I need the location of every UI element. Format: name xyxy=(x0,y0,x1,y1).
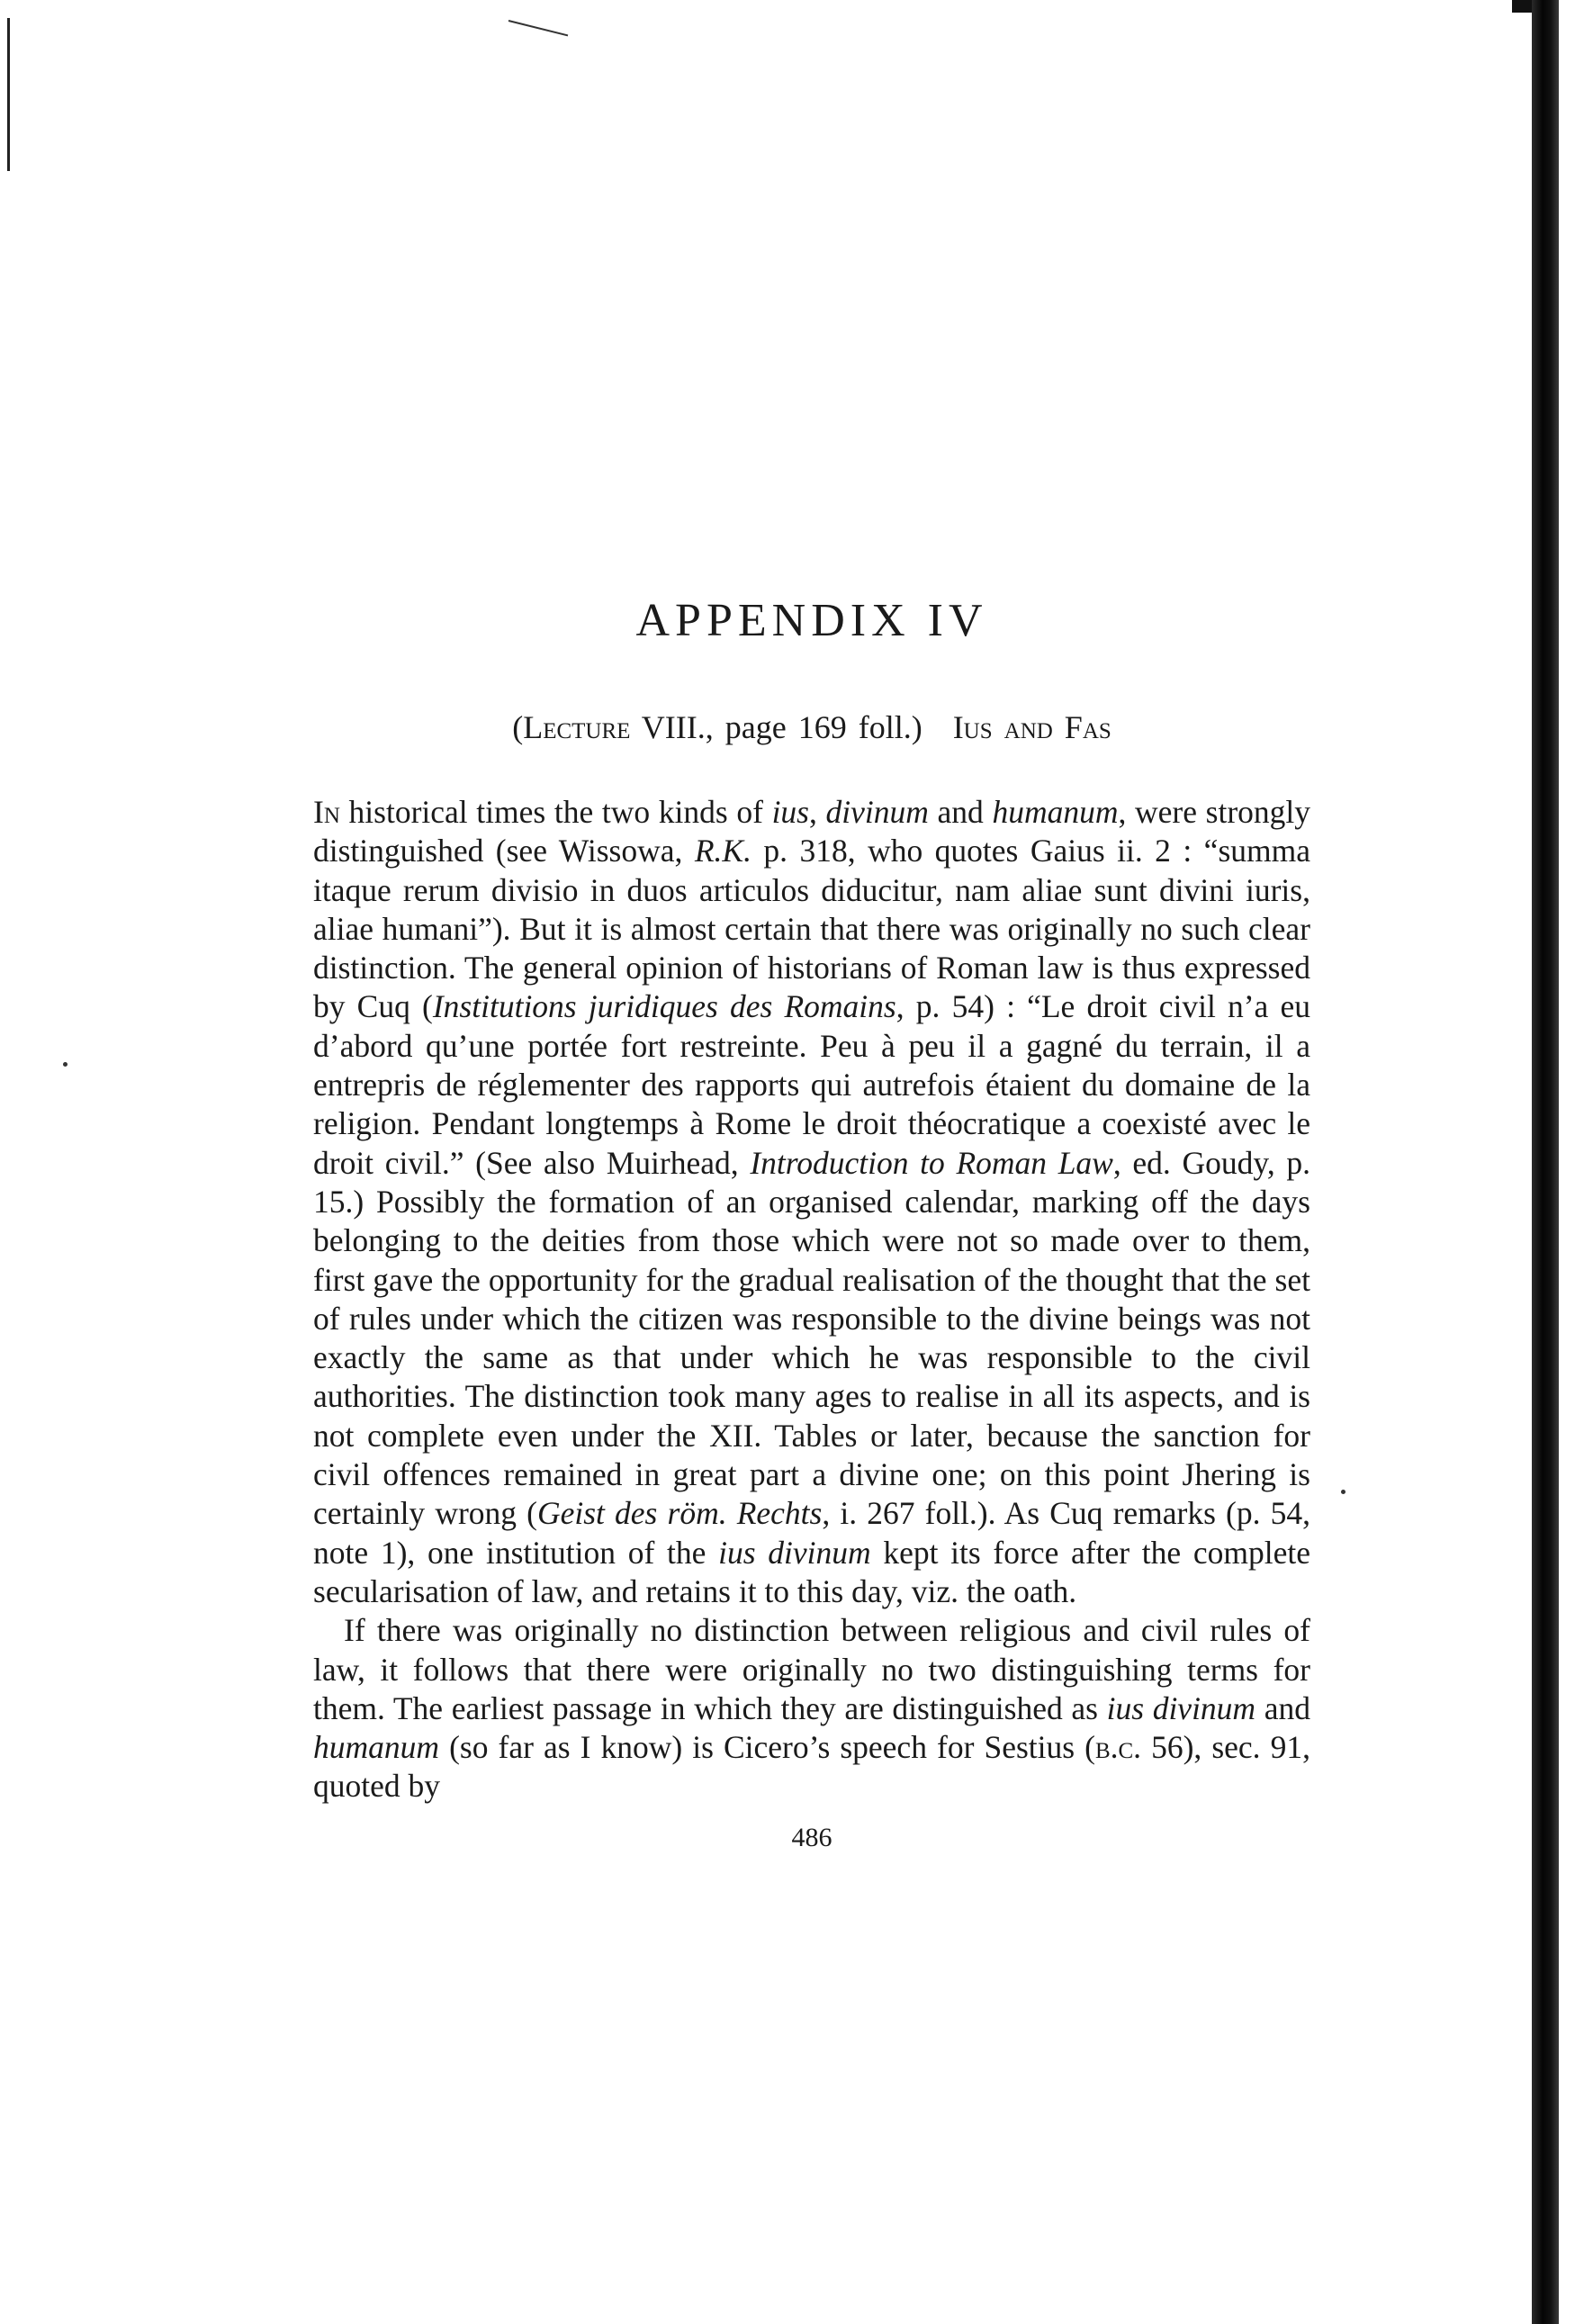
era-abbreviation: b.c. xyxy=(1094,1729,1142,1766)
subtitle-lecture-word: Lecture xyxy=(523,709,631,745)
text-run: and xyxy=(1256,1689,1310,1726)
book-page xyxy=(313,594,1310,1853)
scan-stray-stroke xyxy=(508,20,568,36)
paragraph-1 xyxy=(313,793,1310,1611)
scan-speck xyxy=(63,1062,68,1067)
italic-citation: Geist des röm. Rechts xyxy=(536,1495,823,1532)
appendix-subtitle xyxy=(313,708,1310,746)
italic-term: humanum xyxy=(992,794,1119,830)
text-run: If there was originally no distinction between religious and civil rules of law, it follows that there were originally no two distinguishing terms for them. The earliest passage in which they are distinguished as xyxy=(313,1612,1310,1726)
text-run: 56), sec. 91, quoted by xyxy=(313,1729,1310,1805)
dropcap-word: In xyxy=(313,794,340,830)
text-run: , i. 267 foll.). As Cuq remarks (p. 54, note 1), one institution of the xyxy=(313,1495,1310,1571)
book-binding-edge xyxy=(1532,0,1559,2324)
text-run: and xyxy=(928,794,993,830)
italic-term: ius divinum xyxy=(718,1534,871,1571)
italic-term: divinum xyxy=(825,794,929,830)
text-run: , ed. Goudy, p. 15.) Possibly the formation of an organised calendar, marking off the days belonging to the deities from those which were not so made over to them, first gave the opportunity for the gradual realisation of the thought that the set of rules under which the citizen was responsible to the divine beings was not exactly the same as that under which he was responsible to the civil authorities. The distinction took many ages to realise in all its aspects, and is not complete even under the XII. Tables or later, because the sanction for civil offences remained in great part a divine one; on this point Jhering is certainly wrong ( xyxy=(313,1144,1310,1532)
text-run: (so far as I know) is Cicero’s speech for Sestius ( xyxy=(439,1729,1095,1766)
subtitle-topic: Ius and Fas xyxy=(952,709,1112,745)
paragraph-2 xyxy=(313,1611,1310,1806)
text-run: kept its force after the complete secularisation of law, and retains it to this day, viz. the oath. xyxy=(313,1534,1310,1609)
italic-citation: R.K. xyxy=(694,833,752,869)
subtitle-lecture-ref: VIII., page 169 foll.) xyxy=(630,709,922,745)
text-run: p. 318, who quotes Gaius ii. 2 : “summa itaque rerum divisio in duos articulos diducitur, nam aliae sunt divini iuris, aliae humani”). But it is almost certain that there was originally no such clear distinction. The general opinion of historians of Roman law is thus expressed by Cuq ( xyxy=(313,833,1310,1025)
text-run: , were strongly distinguished (see Wissowa, xyxy=(313,794,1311,869)
appendix-title: APPENDIX IV xyxy=(635,595,988,646)
scan-speck xyxy=(1341,1490,1346,1494)
italic-term: ius divinum xyxy=(1106,1689,1256,1726)
italic-term: humanum xyxy=(313,1729,440,1766)
page-number: 486 xyxy=(791,1822,832,1852)
text-run: , xyxy=(809,794,826,830)
italic-citation: Institutions juridiques des Romains xyxy=(432,988,896,1025)
italic-citation: Introduction to Roman Law xyxy=(750,1144,1113,1181)
subtitle-open-paren: ( xyxy=(512,709,524,745)
text-run: , p. 54) : “Le droit civil n’a eu d’abord qu’une portée fort restreinte. Peu à peu il a gagné du terrain, il a entrepris de réglementer des rapports qui autrefois étaient du domaine de la religion. Pendant longtemps à Rome le droit théocratique a coexisté avec le droit civil.” (See also Muirhead, xyxy=(313,988,1310,1181)
italic-term: ius xyxy=(771,794,809,830)
scan-margin-mark xyxy=(7,18,10,171)
text-run: historical times the two kinds of xyxy=(339,794,772,830)
